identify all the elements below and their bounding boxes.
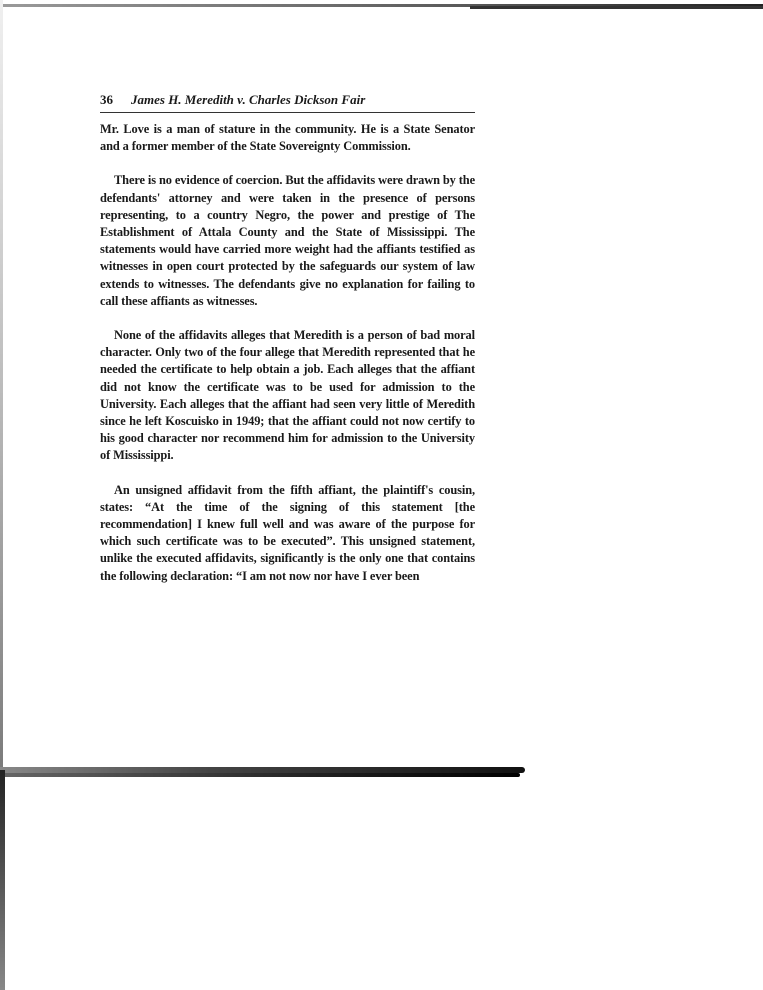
page-fold-shadow — [0, 773, 520, 777]
page-number: 36 — [100, 92, 113, 107]
paragraph-3: None of the affidavits alleges that Meredith is a person of bad moral character. Only two of the four allege that Meredith represented that he needed the certificate to help obtain a job. Each alleges that the affiant did not know the certificate was to be used for admission to the University. Each alleges that the affiant had seen very little of Meredith since he left Koscuisko in 1949; that the affiant could not now certify to his good character nor recommend him for admission to the University of Mississippi. — [100, 328, 475, 463]
paragraph-4: An unsigned affidavit from the fifth affiant, the plaintiff's cousin, states: “At the time of the signing of this statement [the recommendation] I knew full well and was aware of the purpose for which such certificate was to be executed”. This unsigned statement, unlike the executed affidavits, significantly is the only one that contains the following declaration: “I am not now nor have I ever been — [100, 482, 475, 583]
running-head-title: James H. Meredith v. Charles Dickson Fair — [131, 92, 366, 107]
paragraph-2: There is no evidence of coercion. But the affidavits were drawn by the defendants' attorney and were taken in the presence of persons representing, to a country Negro, the power and prestige of The Establishment of Attala County and the State of Mississippi. The statements would have carried more weight had the affiants testified as witnesses in open court protected by the safeguards our system of law extends to witnesses. The defendants give no explanation for failing to call these affiants as witnesses. — [100, 173, 475, 308]
scan-top-edge-dark — [470, 6, 763, 9]
paragraph-1: Mr. Love is a man of stature in the community. He is a State Senator and a former member of the State Sovereignty Commission. — [100, 122, 475, 154]
body-text — [100, 121, 475, 585]
running-head — [100, 92, 475, 113]
document-page — [100, 92, 475, 585]
page-fold-corner — [0, 770, 5, 990]
